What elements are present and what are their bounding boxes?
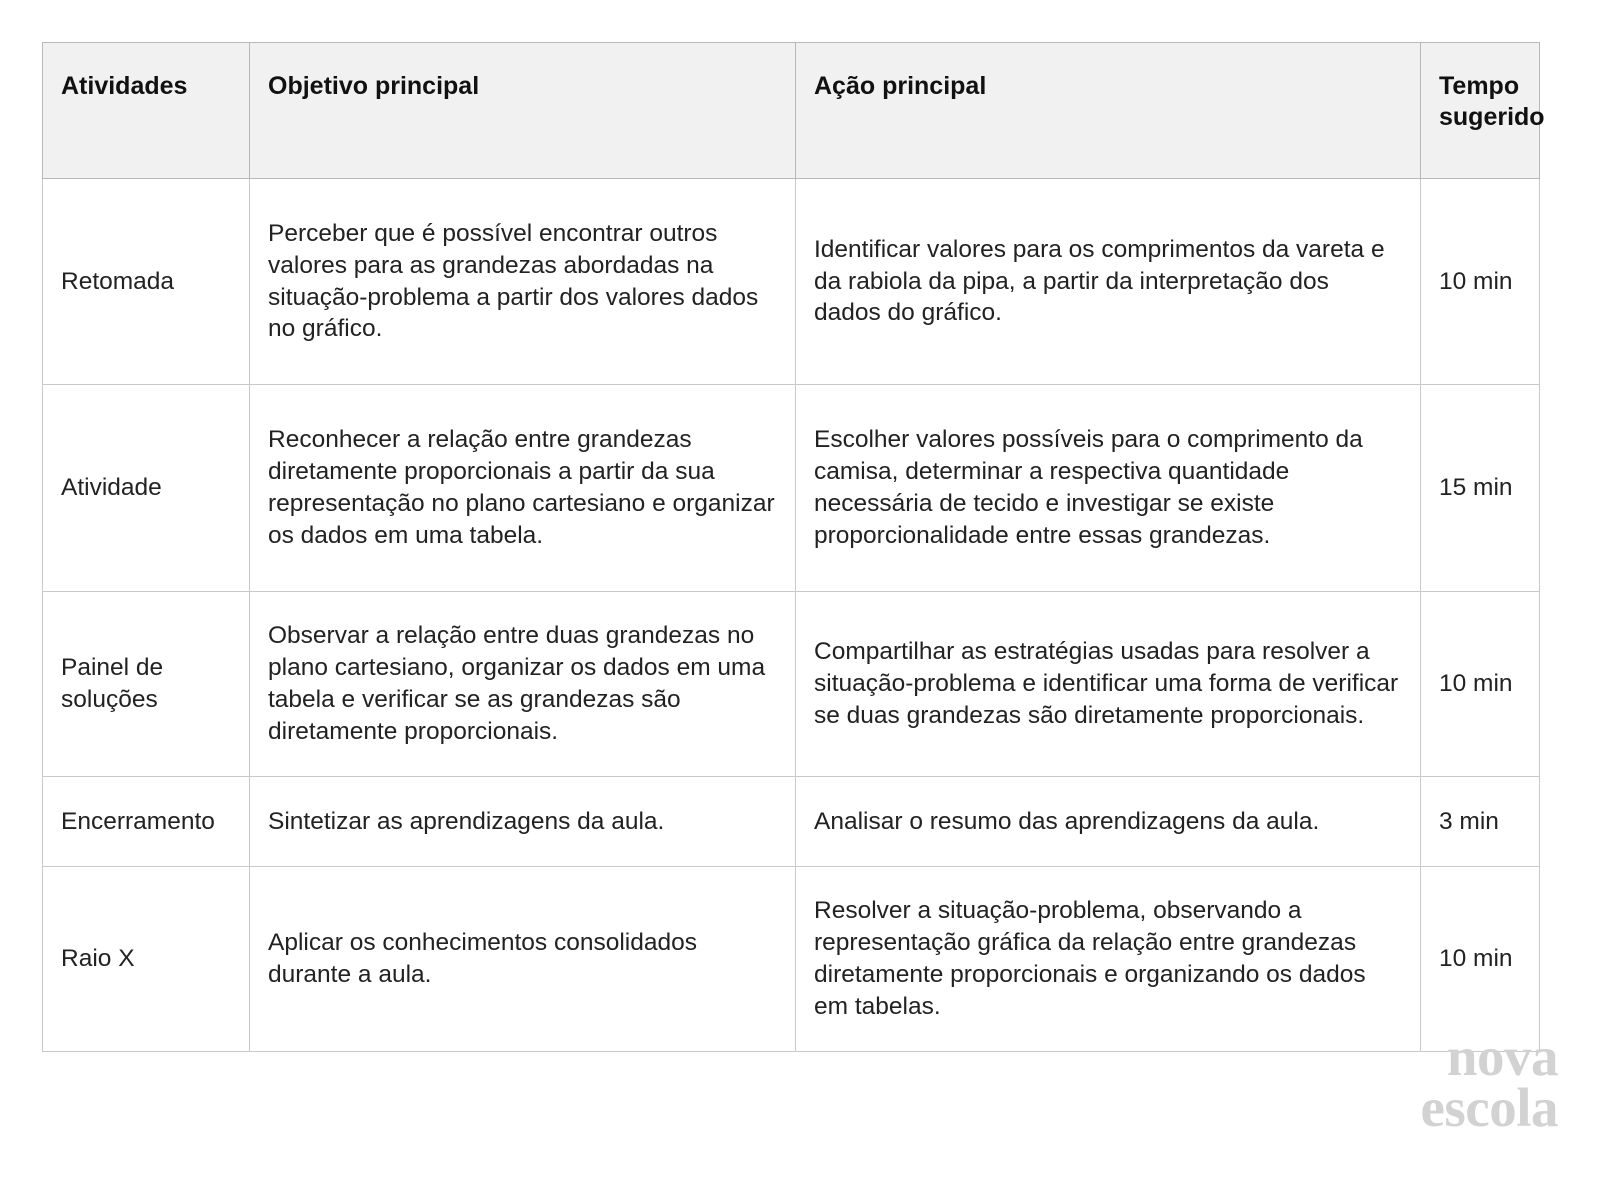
logo-line-escola: escola (1420, 1076, 1558, 1138)
lesson-plan-table-container (42, 42, 1545, 1052)
cell-tempo: 15 min (1421, 385, 1540, 592)
cell-atividade: Encerramento (43, 777, 250, 867)
table-row (43, 867, 1540, 1052)
cell-acao: Compartilhar as estratégias usadas para resolver a situação-problema e identificar uma forma de verificar se duas grandezas são diretamente proporcionais. (796, 592, 1421, 777)
table-row (43, 592, 1540, 777)
table-row (43, 777, 1540, 867)
cell-objetivo: Reconhecer a relação entre grandezas diretamente proporcionais a partir da sua representação no plano cartesiano e organizar os dados em uma tabela. (250, 385, 796, 592)
cell-atividade: Atividade (43, 385, 250, 592)
cell-atividade: Painel de soluções (43, 592, 250, 777)
lesson-plan-table (42, 42, 1545, 1052)
cell-tempo: 10 min (1421, 179, 1540, 385)
column-header-tempo-sugerido: Tempo sugerido (1421, 43, 1540, 179)
cell-acao: Resolver a situação-problema, observando a representação gráfica da relação entre grandezas diretamente proporcionais e organizando os dados em tabelas. (796, 867, 1421, 1052)
cell-atividade: Retomada (43, 179, 250, 385)
column-header-objetivo-principal: Objetivo principal (250, 43, 796, 179)
cell-tempo: 10 min (1421, 592, 1540, 777)
cell-objetivo: Sintetizar as aprendizagens da aula. (250, 777, 796, 867)
cell-objetivo: Perceber que é possível encontrar outros valores para as grandezas abordadas na situação-problema a partir dos valores dados no gráfico. (250, 179, 796, 385)
cell-tempo: 3 min (1421, 777, 1540, 867)
table-row (43, 385, 1540, 592)
table-row (43, 179, 1540, 385)
cell-objetivo: Aplicar os conhecimentos consolidados durante a aula. (250, 867, 796, 1052)
cell-objetivo: Observar a relação entre duas grandezas no plano cartesiano, organizar os dados em uma tabela e verificar se as grandezas são diretamente proporcionais. (250, 592, 796, 777)
table-header (43, 43, 1545, 179)
cell-acao: Escolher valores possíveis para o comprimento da camisa, determinar a respectiva quantidade necessária de tecido e investigar se existe proporcionalidade entre essas grandezas. (796, 385, 1421, 592)
column-header-acao-principal: Ação principal (796, 43, 1421, 179)
table-body (43, 179, 1540, 1052)
logo-line-nova: nova (1446, 1026, 1558, 1087)
cell-atividade: Raio X (43, 867, 250, 1052)
cell-acao: Analisar o resumo das aprendizagens da aula. (796, 777, 1421, 867)
cell-acao: Identificar valores para os comprimentos da vareta e da rabiola da pipa, a partir da interpretação dos dados do gráfico. (796, 179, 1421, 385)
nova-escola-logo (1348, 1026, 1558, 1138)
column-header-atividades: Atividades (43, 43, 250, 179)
cell-tempo: 10 min (1421, 867, 1540, 1052)
table-header-row (43, 43, 1540, 179)
